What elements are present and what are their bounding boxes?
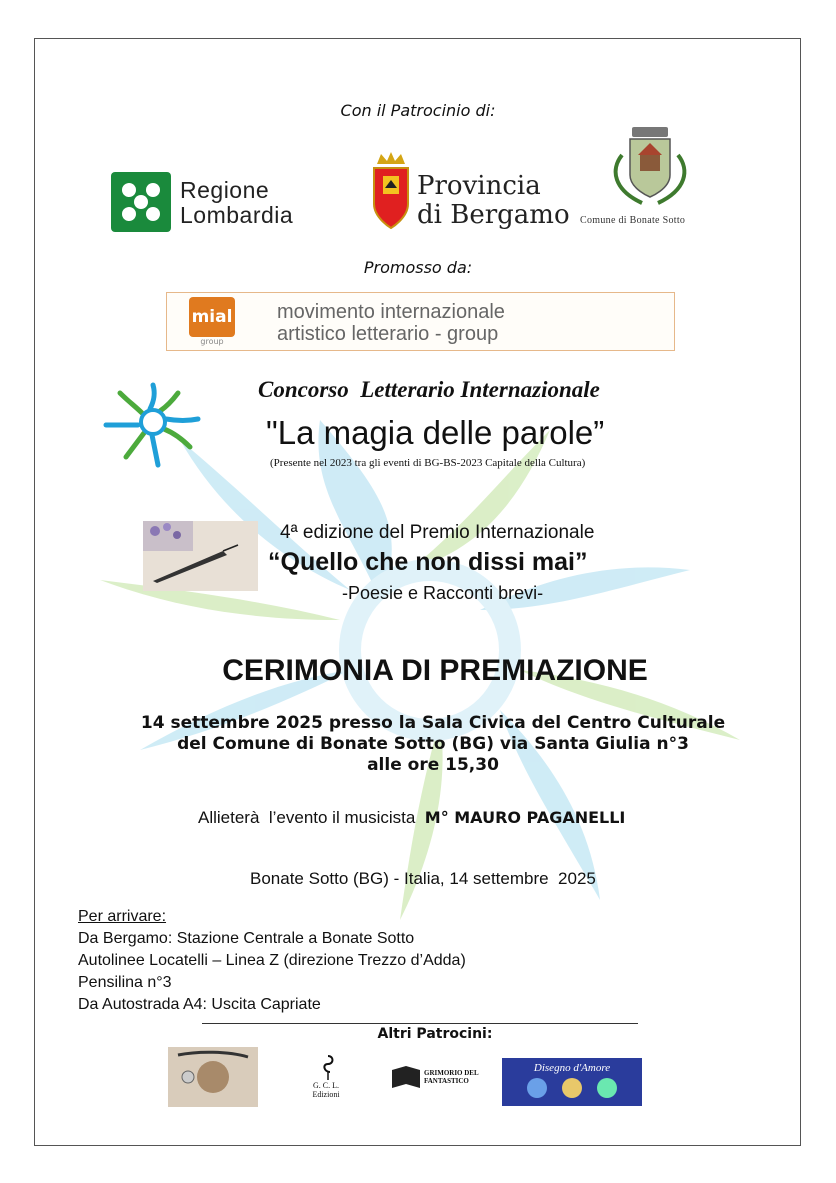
mial-line2: artistico letterario - group [277, 323, 499, 345]
premio-subtitle: -Poesie e Racconti brevi- [342, 583, 544, 603]
disegno-damore-logo [502, 1058, 642, 1106]
regione-line2: Lombardia [180, 202, 294, 228]
directions-line: Da Autostrada A4: Uscita Capriate [78, 996, 321, 1013]
provincia-line1: Provincia [417, 171, 541, 201]
grimorio-line1: GRIMORIO DEL [424, 1069, 479, 1077]
ceremony-line1: 14 settembre 2025 presso la Sala Civica del Centro Culturale [140, 713, 726, 733]
mial-logo-icon [189, 297, 235, 347]
comune-crest-icon [602, 125, 698, 211]
disegno-text: Disegno d'Amore [533, 1062, 611, 1074]
gcl-line2: Edizioni [312, 1090, 340, 1099]
altri-heading: Altri Patrocini: [377, 1026, 493, 1042]
regione-line1: Regione [180, 177, 270, 203]
directions-line: Autolinee Locatelli – Linea Z (direzione Trezzo d’Adda) [78, 952, 466, 969]
provincia-line2: di Bergamo [417, 200, 570, 230]
mial-text [277, 301, 505, 345]
provincia-text [417, 172, 570, 230]
mial-banner [166, 292, 675, 351]
music-prefix: Allieterà l’evento il musicista [198, 808, 416, 827]
sponsor-photo-logo [168, 1047, 258, 1107]
flamingo-icon [310, 1052, 340, 1080]
music-name: M° MAURO PAGANELLI [424, 808, 626, 827]
comune-caption: Comune di Bonate Sotto [580, 215, 686, 226]
book-icon [390, 1064, 422, 1090]
mial-line1: movimento internazionale [277, 301, 505, 323]
concorso-note: (Presente nel 2023 tra gli eventi di BG-BS-2023 Capitale della Cultura) [270, 457, 586, 469]
sun-logo-icon [98, 375, 208, 470]
regione-lombardia-logo-icon [111, 172, 171, 232]
concorso-title: Concorso Letterario Internazionale [258, 377, 600, 402]
gcl-line1: G. C. L. [313, 1081, 339, 1090]
pen-writing-photo [143, 521, 258, 591]
grimorio-text [424, 1069, 479, 1085]
directions-block [78, 906, 466, 1016]
premio-edition: 4ª edizione del Premio Internazionale [280, 522, 595, 543]
music-line [198, 808, 625, 828]
ceremony-title: CERIMONIA DI PREMIAZIONE [222, 654, 648, 687]
ceremony-line2: del Comune di Bonate Sotto (BG) via Santa Giulia n°3 [177, 734, 689, 754]
promosso-label: Promosso da: [363, 258, 473, 277]
separator-line [202, 1023, 638, 1024]
mial-logo-sub: group [200, 337, 224, 346]
ceremony-line3: alle ore 15,30 [367, 755, 499, 775]
directions-line: Da Bergamo: Stazione Centrale a Bonate Sotto [78, 930, 415, 947]
mial-logo-letters: mial [189, 297, 235, 337]
concorso-name: "La magia delle parole” [266, 414, 605, 451]
gcl-text [296, 1081, 356, 1099]
grimorio-line2: FANTASTICO [424, 1077, 469, 1085]
place-date: Bonate Sotto (BG) - Italia, 14 settembre 2025 [250, 869, 596, 888]
directions-heading: Per arrivare: [78, 908, 167, 925]
patrocinio-label: Con il Patrocinio di: [340, 101, 496, 120]
directions-line: Pensilina n°3 [78, 974, 172, 991]
provincia-crest-icon [371, 152, 411, 230]
ceremony-details [0, 713, 836, 776]
disegno-circles-icon [502, 1074, 642, 1104]
premio-name: “Quello che non dissi mai” [268, 548, 588, 576]
regione-lombardia-text [180, 178, 293, 228]
